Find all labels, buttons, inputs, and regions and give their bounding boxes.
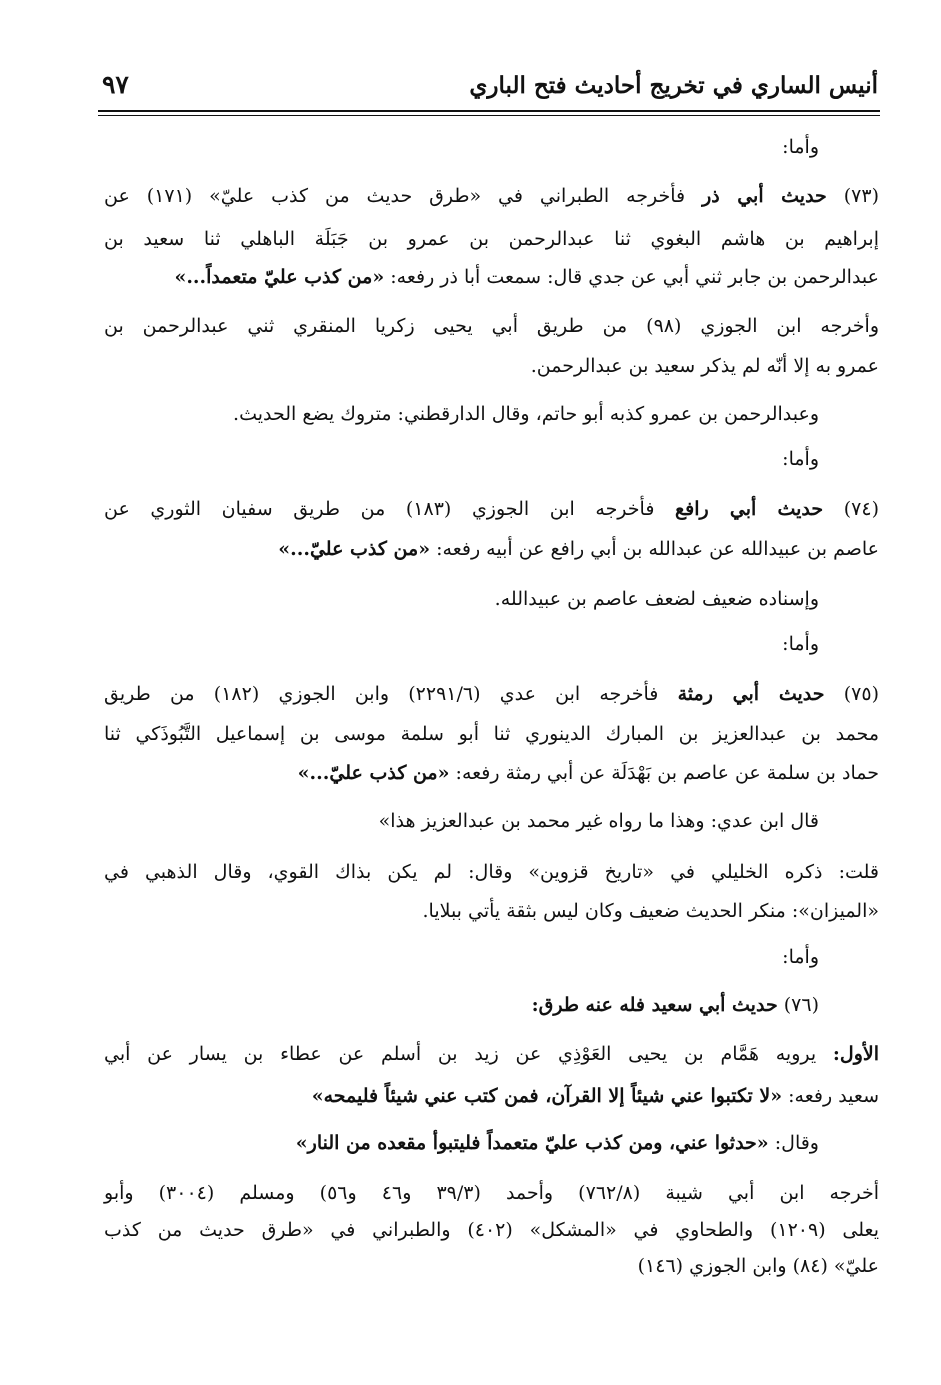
text-line: محمد بن عبدالعزيز بن المبارك الدينوري ثنا أبو سلمة موسى بن إسماعيل التَّبُوذَكي ثنا [104, 723, 879, 745]
text-line: (٧٤) حديث أبي رافع فأخرجه ابن الجوزي (١٨٣) من طريق سفيان الثوري عن [104, 498, 879, 520]
text-line: وإسناده ضعيف لضعف عاصم بن عبيدالله. [494, 588, 819, 610]
text-line: وعبدالرحمن بن عمرو كذبه أبو حاتم، وقال الدارقطني: متروك يضع الحديث. [233, 403, 819, 425]
text-line: سعيد رفعه: «لا تكتبوا عني شيئاً إلا القرآن، فمن كتب عني شيئاً فليمحه» [311, 1085, 879, 1107]
path-label: الأول: [832, 1043, 879, 1065]
text-line: حماد بن سلمة عن عاصم بن بَهْدَلَة عن أبي رمثة رفعه: «من كذب عليّ...» [297, 762, 879, 784]
hadith-text: «من كذب عليّ...» [278, 538, 431, 560]
text-line: وأخرجه ابن الجوزي (٩٨) من طريق أبي يحيى زكريا المنقري ثني عبدالرحمن بن [104, 315, 880, 337]
text-line: إبراهيم بن هاشم البغوي ثنا عبدالرحمن بن عمرو بن جَبَلَة الباهلي ثنا سعيد بن [104, 228, 879, 250]
text-line: عمرو به إلا أنّه لم يذكر سعيد بن عبدالرحمن. [530, 355, 879, 377]
text-line: عاصم بن عبيدالله عن عبدالله بن أبي رافع عن أبيه رفعه: «من كذب عليّ...» [278, 538, 879, 560]
text-line: وقال: «حدثوا عني، ومن كذب عليّ متعمداً فليتبوأ مقعده من النار» [295, 1132, 819, 1154]
text-line: قلت: ذكره الخليلي في «تاريخ قزوين» وقال: لم يكن بذاك القوي، وقال الذهبي في [104, 861, 879, 883]
hadith-text: «من كذب عليّ...» [297, 762, 450, 784]
text-line: عليّ» (٨٤) وابن الجوزي (١٤٦) [637, 1255, 879, 1277]
hadith-heading: حديث أبي رمثة [677, 683, 825, 705]
text-line: (٧٥) حديث أبي رمثة فأخرجه ابن عدي (٢٢٩١/٦) وابن الجوزي (١٨٢) من طريق [104, 683, 879, 705]
hadith-heading: حديث أبي سعيد فله عنه طرق: [531, 994, 778, 1016]
page-header [98, 66, 878, 110]
header-rule [98, 110, 880, 112]
text-line: «الميزان»: منكر الحديث ضعيف وكان ليس بثقة يأتي ببلايا. [422, 900, 879, 922]
text-line: (٧٦) حديث أبي سعيد فله عنه طرق: [531, 994, 819, 1016]
text-line: عبدالرحمن بن جابر ثني أبي عن جدي قال: سمعت أبا ذر رفعه: «من كذب عليّ متعمداً...» [174, 266, 879, 288]
text-line: وأما: [782, 448, 819, 470]
text-line: وأما: [782, 946, 819, 968]
text-line: يعلى (١٢٠٩) والطحاوي في «المشكل» (٤٠٢) والطبراني في «طرق حديث من كذب [104, 1219, 879, 1241]
hadith-text: «من كذب عليّ متعمداً...» [174, 266, 385, 288]
hadith-text: «لا تكتبوا عني شيئاً إلا القرآن، فمن كتب عني شيئاً فليمحه» [311, 1085, 783, 1107]
text-line: (٧٣) حديث أبي ذر فأخرجه الطبراني في «طرق حديث من كذب عليّ» (١٧١) عن [104, 185, 879, 207]
hadith-heading: حديث أبي ذر [702, 185, 827, 207]
text-line: قال ابن عدي: وهذا ما رواه غير محمد بن عبدالعزيز هذا» [378, 810, 819, 832]
text-line: وأما: [782, 136, 819, 158]
hadith-heading: حديث أبي رافع [675, 498, 824, 520]
text-line: الأول: يرويه هَمَّام بن يحيى العَوْذِي عن زيد بن أسلم عن عطاء بن يسار عن أبي [104, 1043, 879, 1065]
header-rule-thin [98, 115, 880, 116]
text-line: وأما: [782, 633, 819, 655]
page-number: ٩٧ [102, 70, 129, 99]
running-title: أنيس الساري في تخريج أحاديث فتح الباري [469, 72, 878, 99]
hadith-text: «حدثوا عني، ومن كذب عليّ متعمداً فليتبوأ مقعده من النار» [295, 1132, 769, 1154]
text-line: أخرجه ابن أبي شيبة (٧٦٢/٨) وأحمد (٣٩/٣ و٤٦ و٥٦) ومسلم (٣٠٠٤) وأبو [104, 1182, 879, 1204]
